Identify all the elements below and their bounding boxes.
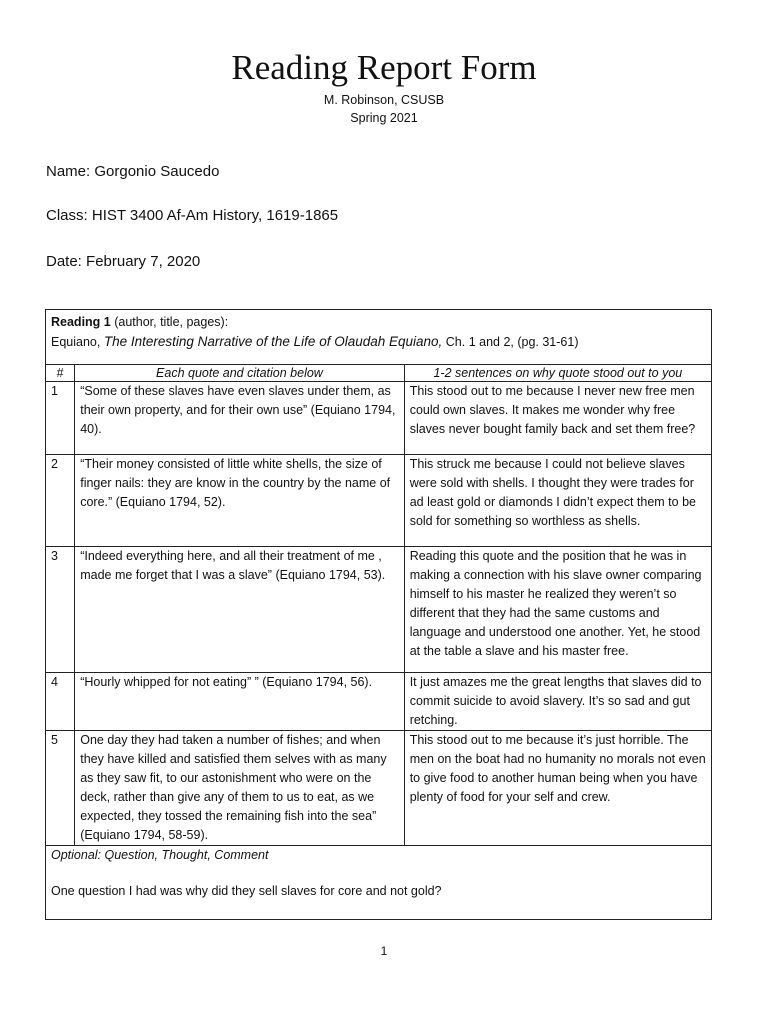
row-quote: “Indeed everything here, and all their treatment of me , made me forget that I was a slave” (Equiano 1794, 53). <box>75 547 404 673</box>
date-field <box>46 252 200 272</box>
optional-row <box>46 846 712 920</box>
name-label: Name: <box>46 163 91 180</box>
reading-label: Reading 1 <box>51 315 111 329</box>
optional-text: One question I had was why did they sell slaves for core and not gold? <box>51 884 442 898</box>
optional-label: Optional: Question, Thought, Comment <box>51 848 269 862</box>
page-title: Reading Report Form <box>231 48 537 87</box>
reading-report-table <box>45 309 712 920</box>
optional-cell <box>46 846 712 920</box>
table-row <box>46 382 712 455</box>
row-reason: Reading this quote and the position that he was in making a connection with his slave owner comparing himself to his master he realized they weren’t so different that they had the same customs and language and understood one another. Yet, he stood at the table a slave and his master free. <box>404 547 711 673</box>
row-quote: “Some of these slaves have even slaves under them, as their own property, and for their own use” (Equiano 1794, 40). <box>75 382 404 455</box>
row-reason: This struck me because I could not believe slaves were sold with shells. I thought they were trades for ad least gold or diamonds I didn’t expect them to be sold for something so worthless as shells. <box>404 455 711 547</box>
table-row <box>46 673 712 731</box>
row-quote: “Their money consisted of little white shells, the size of finger nails: they are know in the country by the name of core.” (Equiano 1794, 52). <box>75 455 404 547</box>
table-row <box>46 547 712 673</box>
table-row <box>46 731 712 846</box>
header-number: # <box>46 365 75 382</box>
class-field <box>46 206 338 226</box>
name-value: Gorgonio Saucedo <box>94 163 220 180</box>
reading-label-hint: (author, title, pages): <box>110 315 229 329</box>
instructor-line: M. Robinson, CSUSB <box>323 93 445 107</box>
class-label: Class: <box>46 207 88 224</box>
page-number: 1 <box>380 944 388 958</box>
row-number: 4 <box>46 673 75 731</box>
reading-citation-line <box>51 332 706 352</box>
row-reason: It just amazes me the great lengths that slaves did to commit suicide to avoid slavery. It’s so sad and gut retching. <box>404 673 711 731</box>
table-header-row <box>46 365 712 382</box>
term-line: Spring 2021 <box>350 111 418 125</box>
row-number: 3 <box>46 547 75 673</box>
row-quote: One day they had taken a number of fishes; and when they have killed and satisfied them selves with as many as they saw fit, to our astonishment who were on the deck, rather than give any of them to us to eat, as we expected, they tossed the remaining fish into the sea” (Equiano 1794, 58-59). <box>75 731 404 846</box>
reading-label-line <box>51 313 706 332</box>
table-row <box>46 455 712 547</box>
class-value: HIST 3400 Af-Am History, 1619-1865 <box>91 207 339 224</box>
header-reason: 1-2 sentences on why quote stood out to you <box>404 365 711 382</box>
row-number: 2 <box>46 455 75 547</box>
date-value: February 7, 2020 <box>86 253 201 270</box>
header-quote: Each quote and citation below <box>75 365 404 382</box>
row-number: 1 <box>46 382 75 455</box>
row-reason: This stood out to me because I never new free men could own slaves. It makes me wonder why free slaves never bought family back and set them free? <box>404 382 711 455</box>
reading-book-title: The Interesting Narrative of the Life of Olaudah Equiano, <box>103 334 443 349</box>
row-reason: This stood out to me because it’s just horrible. The men on the boat had no humanity no morals not even to give food to another human being when you have plenty of food for your self and crew. <box>404 731 711 846</box>
row-quote: “Hourly whipped for not eating” ” (Equiano 1794, 56). <box>75 673 404 731</box>
reading-info-cell <box>46 310 712 365</box>
date-label: Date: <box>46 253 82 270</box>
reading-info-row <box>46 310 712 365</box>
reading-author: Equiano, <box>51 335 104 349</box>
name-field <box>46 162 219 182</box>
reading-pages: Ch. 1 and 2, (pg. 31-61) <box>442 335 579 349</box>
row-number: 5 <box>46 731 75 846</box>
